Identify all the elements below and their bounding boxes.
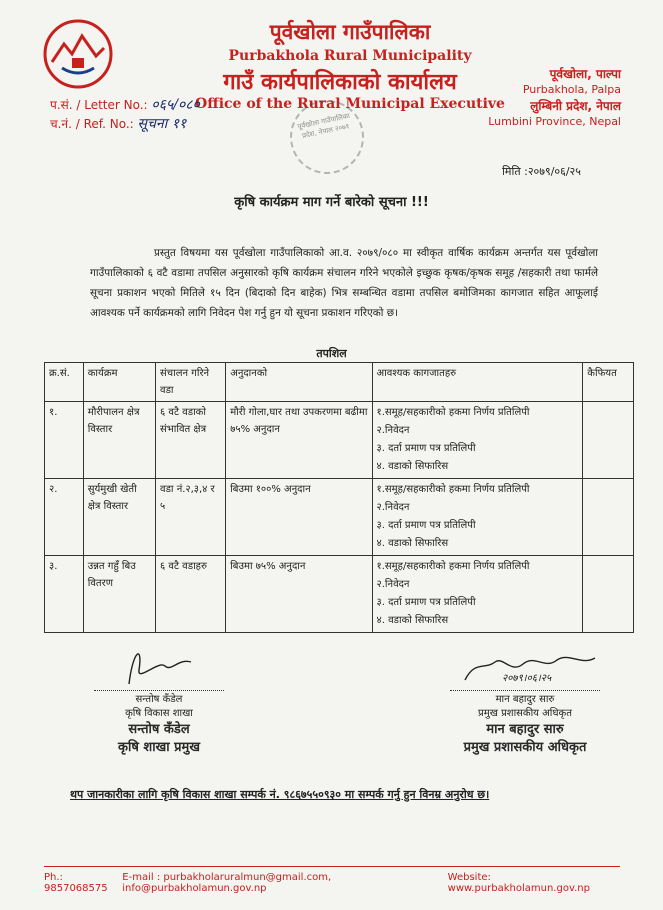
province-english: Lumbini Province, Nepal (488, 115, 621, 128)
cell-program: मौरीपालन क्षेत्र विस्तार (83, 402, 155, 479)
signatory-name: मान बहादुर सारु (495, 694, 555, 705)
cell-documents (372, 402, 583, 479)
header-documents: आवश्यक कागजातहरु (372, 363, 583, 402)
table-row (45, 479, 634, 556)
signatory-title: प्रमुख प्रशासकीय अधिकृत (478, 708, 572, 719)
signature-scribble (84, 640, 234, 688)
header-ward: संचालन गरिने वडा (156, 363, 226, 402)
footer-website[interactable]: Website: www.purbakholamun.gov.np (447, 872, 590, 894)
cell-documents (372, 556, 583, 633)
signature-block-right (440, 640, 610, 757)
document-item: १.समूह/सहकारीको हकमा निर्णय प्रतिलिपी (376, 561, 530, 572)
municipality-name-english: Purbakhola Rural Municipality (228, 48, 472, 64)
cell-sn: ३. (45, 556, 84, 633)
reference-block (50, 96, 200, 134)
document-item: २.निवेदन (376, 502, 410, 513)
header-program: कार्यक्रम (83, 363, 155, 402)
cell-remark (583, 402, 634, 479)
address-nepali: पूर्वखोला, पाल्पा (549, 67, 621, 81)
cell-remark (583, 556, 634, 633)
stamp-name: सन्तोष कँडेल (128, 722, 190, 737)
ref-no-value: सूचना ११ (137, 116, 187, 132)
document-item: ४. वडाको सिफारिस (376, 538, 449, 549)
header-sn: क्र.सं. (45, 363, 84, 402)
address-block (488, 66, 621, 130)
table-row (45, 402, 634, 479)
letter-no-label: प.सं. / Letter No.: (50, 98, 148, 112)
cell-program: उन्नत गहुँ बिउ वितरण (83, 556, 155, 633)
document-item: ४. वडाको सिफारिस (376, 461, 449, 472)
ref-no-label: च.नं. / Ref. No.: (50, 117, 134, 131)
program-table (44, 362, 634, 633)
cell-documents (372, 479, 583, 556)
contact-note: थप जानकारीका लागि कृषि विकास शाखा सम्पर्क नं. ९८६७५५०९३० मा सम्पर्क गर्नु हुन विनम्र अनुरोध छ। (70, 788, 490, 801)
cell-grant: बिउमा १००% अनुदान (226, 479, 372, 556)
signature-line (94, 690, 224, 691)
cell-sn: १. (45, 402, 84, 479)
address-english: Purbakhola, Palpa (522, 83, 621, 96)
cell-program: सुर्यमुखी खेती क्षेत्र विस्तार (83, 479, 155, 556)
cell-sn: २. (45, 479, 84, 556)
header-grant: अनुदानको (226, 363, 372, 402)
stamp-title: प्रमुख प्रशासकीय अधिकृत (463, 740, 587, 755)
office-name-english: Office of the Rural Municipal Executive (195, 96, 505, 112)
municipality-emblem (42, 18, 114, 90)
cell-ward: ६ वटै वडाको संभावित क्षेत्र (156, 402, 226, 479)
table-header-row (45, 363, 634, 402)
stamp-name: मान बहादुर सारु (486, 722, 564, 737)
province-nepali: लुम्बिनी प्रदेश, नेपाल (530, 99, 621, 113)
footer-phone: Ph.: 9857068575 (44, 872, 108, 894)
notice-paragraph: प्रस्तुत विषयमा यस पूर्वखोला गाउँपालिकाको आ.व. २०७९/०८० मा स्वीकृत वार्षिक कार्यक्रम अन्तर्गत यस पूर्वखोला गाउँपालिकाको ६ वटै वडामा तपसिल अनुसारको कृषि कार्यक्रम संचालन गरिने भएकोले इच्छुक कृषक/कृषक समूह /सहकारी तथा फार्मले सूचना प्रकाशन भएको मितिले १५ दिन (बिदाको दिन बाहेक) भित्र सम्बन्धित वडामा तपसिल बमोजिमका कागजात सहित आफूलाई आवश्यक पर्ने कार्यक्रमको लागि निवेदन पेश गर्नु हुन यो सूचना प्रकाशन गरिएको छ। (90, 247, 598, 319)
cell-remark (583, 479, 634, 556)
signature-date: २०७९।०६।२५ (502, 673, 552, 684)
footer (44, 872, 620, 894)
footer-email[interactable]: E-mail : purbakholaruralmun@gmail.com, info@purbakholamun.gov.np (122, 872, 332, 894)
signature-block-left (84, 640, 234, 757)
document-item: २.निवेदन (376, 579, 410, 590)
signatory-name: सन्तोष कँडेल (135, 694, 183, 705)
letter-no-value: ०६५/०८० (151, 97, 200, 113)
signature-scribble (440, 640, 610, 688)
document-item: ३. दर्ता प्रमाण पत्र प्रतिलिपी (376, 443, 476, 454)
footer-divider (44, 866, 620, 867)
header-remarks: कैफियत (583, 363, 634, 402)
table-row (45, 556, 634, 633)
cell-grant: मौरी गोला,घार तथा उपकरणमा बढीमा ७५% अनुदान (226, 402, 372, 479)
signature-line (450, 690, 600, 691)
signatory-title: कृषि विकास शाखा (125, 708, 193, 719)
cell-ward: वडा नं.२,३,४ र ५ (156, 479, 226, 556)
document-item: ४. वडाको सिफारिस (376, 615, 449, 626)
document-item: २.निवेदन (376, 425, 410, 436)
office-seal: पूर्वखोला गाउँपालिका प्रदेश, नेपाल २०७१ (283, 93, 371, 181)
municipality-name-nepali: पूर्वखोला गाउँपालिका (269, 20, 431, 44)
document-item: १.समूह/सहकारीको हकमा निर्णय प्रतिलिपी (376, 407, 530, 418)
cell-ward: ६ वटै वडाहरु (156, 556, 226, 633)
office-name-nepali: गाउँ कार्यपालिकाको कार्यालय (223, 70, 457, 95)
document-item: ३. दर्ता प्रमाण पत्र प्रतिलिपी (376, 520, 476, 531)
stamp-title: कृषि शाखा प्रमुख (118, 740, 200, 755)
cell-grant: बिउमा ७५% अनुदान (226, 556, 372, 633)
date: मिति :२०७९/०६/२५ (502, 165, 581, 178)
document-item: १.समूह/सहकारीको हकमा निर्णय प्रतिलिपी (376, 484, 530, 495)
table-caption: तपशिल (316, 347, 347, 360)
notice-heading: कृषि कार्यक्रम माग गर्ने बारेको सूचना !!! (234, 195, 429, 210)
document-item: ३. दर्ता प्रमाण पत्र प्रतिलिपी (376, 597, 476, 608)
